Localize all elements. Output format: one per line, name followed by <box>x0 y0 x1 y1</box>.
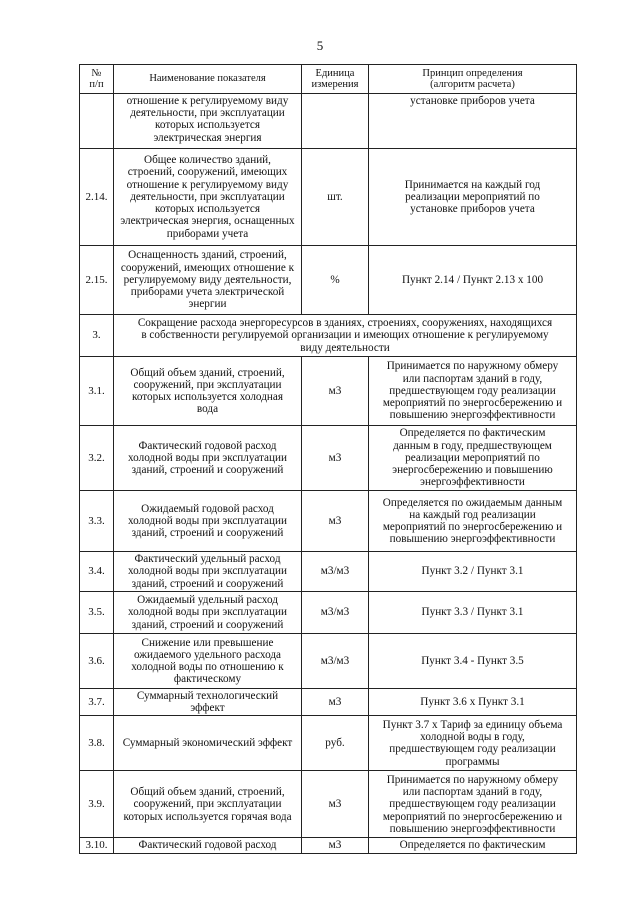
table-row <box>80 426 577 491</box>
indicator-name: Ожидаемый годовой расход холодной воды при эксплуатации зданий, строений и сооружений <box>114 491 302 552</box>
unit <box>302 94 369 149</box>
row-number: 3.1. <box>80 357 114 426</box>
unit: м3 <box>302 771 369 838</box>
page-number: 5 <box>316 38 324 53</box>
unit: м3/м3 <box>302 592 369 634</box>
header-name: Наименование показателя <box>114 65 302 94</box>
calculation-principle: Пункт 3.7 x Тариф за единицу объема холодной воды в году, предшествующем году реализации программы <box>369 716 577 771</box>
indicator-name: Фактический годовой расход <box>114 838 302 853</box>
calculation-principle: Пункт 3.2 / Пункт 3.1 <box>369 552 577 592</box>
unit: м3 <box>302 491 369 552</box>
calculation-principle: Принимается по наружному обмеру или паспортам зданий в году, предшествующем году реализации мероприятий по энергосбережению и повышению энергоэффективности <box>369 771 577 838</box>
table-row <box>80 716 577 771</box>
indicator-name: Общее количество зданий, строений, сооружений, имеющих отношение к регулируемому виду деятельности, при эксплуатации которых используется электрическая энергия, оснащенных приборами учета <box>114 149 302 246</box>
table-row <box>80 149 577 246</box>
table-row <box>80 689 577 716</box>
row-number: 3.9. <box>80 771 114 838</box>
calculation-principle: Определяется по фактическим данным в году, предшествующем реализации мероприятий по энергосбережению и повышению энергоэффективности <box>369 426 577 491</box>
unit: м3/м3 <box>302 552 369 592</box>
row-number: 3.6. <box>80 634 114 689</box>
unit: шт. <box>302 149 369 246</box>
indicator-name: Общий объем зданий, строений, сооружений, при эксплуатации которых используется горячая вода <box>114 771 302 838</box>
row-number: 3.4. <box>80 552 114 592</box>
calculation-principle: Пункт 3.6 x Пункт 3.1 <box>369 689 577 716</box>
row-number: 3.2. <box>80 426 114 491</box>
row-number <box>80 94 114 149</box>
calculation-principle: Принимается по наружному обмеру или паспортам зданий в году, предшествующем году реализации мероприятий по энергосбережению и повышению энергоэффективности <box>369 357 577 426</box>
calculation-principle: Пункт 3.4 - Пункт 3.5 <box>369 634 577 689</box>
indicator-name: Суммарный экономический эффект <box>114 716 302 771</box>
table-row <box>80 771 577 838</box>
section-title: Сокращение расхода энергоресурсов в зданиях, строениях, сооружениях, находящихся в собственности регулируемой организации и имеющих отношение к регулируемому виду деятельности <box>114 315 577 357</box>
calculation-principle: Определяется по фактическим <box>369 838 577 853</box>
table-body <box>80 94 577 854</box>
row-number: 2.15. <box>80 246 114 315</box>
unit: м3/м3 <box>302 634 369 689</box>
table-row <box>80 592 577 634</box>
unit: м3 <box>302 357 369 426</box>
table-row <box>80 246 577 315</box>
indicator-name: Ожидаемый удельный расход холодной воды при эксплуатации зданий, строений и сооружений <box>114 592 302 634</box>
table-row <box>80 357 577 426</box>
table-row <box>80 491 577 552</box>
header-principle: Принцип определения (алгоритм расчета) <box>369 65 577 94</box>
row-number: 3.8. <box>80 716 114 771</box>
table-row <box>80 634 577 689</box>
table-row <box>80 94 577 149</box>
row-number: 3. <box>80 315 114 357</box>
unit: % <box>302 246 369 315</box>
calculation-principle: Принимается на каждый год реализации мероприятий по установке приборов учета <box>369 149 577 246</box>
indicator-name: Общий объем зданий, строений, сооружений, при эксплуатации которых используется холодная вода <box>114 357 302 426</box>
table-row <box>80 552 577 592</box>
indicator-name: Фактический удельный расход холодной воды при эксплуатации зданий, строений и сооружений <box>114 552 302 592</box>
unit: м3 <box>302 838 369 853</box>
row-number: 3.10. <box>80 838 114 853</box>
row-number: 3.3. <box>80 491 114 552</box>
unit: руб. <box>302 716 369 771</box>
indicator-name: Снижение или превышение ожидаемого удельного расхода холодной воды по отношению к фактическому <box>114 634 302 689</box>
row-number: 3.7. <box>80 689 114 716</box>
header-unit: Единица измерения <box>302 65 369 94</box>
header-num: № п/п <box>80 65 114 94</box>
row-number: 2.14. <box>80 149 114 246</box>
section-row <box>80 315 577 357</box>
calculation-principle: Определяется по ожидаемым данным на каждый год реализации мероприятий по энергосбережению и повышению энергоэффективности <box>369 491 577 552</box>
indicator-name: Фактический годовой расход холодной воды при эксплуатации зданий, строений и сооружений <box>114 426 302 491</box>
indicator-name: Оснащенность зданий, строений, сооружений, имеющих отношение к регулируемому виду деятельности, приборами учета электрической энергии <box>114 246 302 315</box>
indicator-name: отношение к регулируемому виду деятельности, при эксплуатации которых используется электрическая энергия <box>114 94 302 149</box>
calculation-principle: установке приборов учета <box>369 94 577 149</box>
table-row <box>80 838 577 853</box>
indicator-name: Суммарный технологический эффект <box>114 689 302 716</box>
unit: м3 <box>302 426 369 491</box>
table-header-row <box>80 65 577 94</box>
unit: м3 <box>302 689 369 716</box>
calculation-principle: Пункт 3.3 / Пункт 3.1 <box>369 592 577 634</box>
calculation-principle: Пункт 2.14 / Пункт 2.13 x 100 <box>369 246 577 315</box>
indicator-table <box>79 64 577 854</box>
row-number: 3.5. <box>80 592 114 634</box>
